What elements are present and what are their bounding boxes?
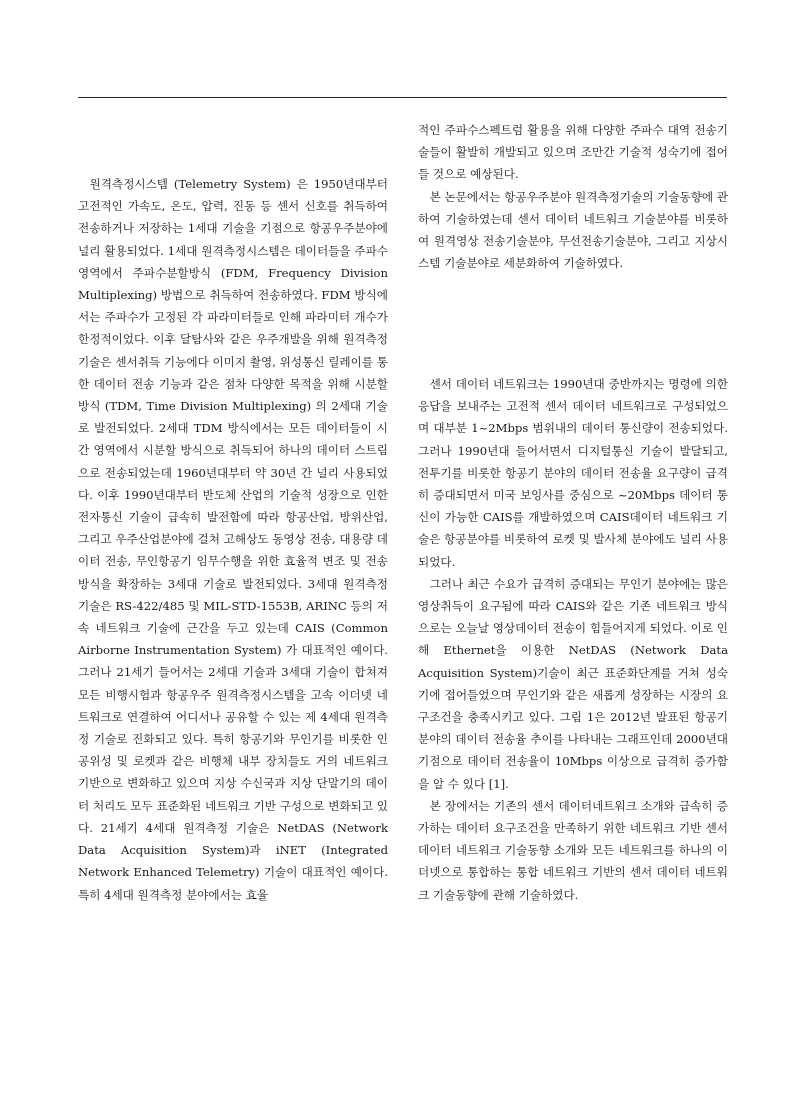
left-column xyxy=(78,173,388,906)
right-column-top xyxy=(418,119,728,274)
paragraph: 본 논문에서는 항공우주분야 원격측정기술의 기술동향에 관하여 기술하였는데 센서 데이터 네트워크 기술분야를 비롯하여 원격영상 전송기술분야, 무선전송기술분야, 그리고 지상시스템 기술분야로 세분화하여 기술하였다. xyxy=(418,189,729,271)
paragraph: 센서 데이터 네트워크는 1990년대 중반까지는 명령에 의한 응답을 보내주는 고전적 센서 데이터 네트워크로 구성되었으며 대부분 1~2Mbps 범위내의 데이터 통신량이 전송되었다. 그러나 1990년대 들어서면서 디지털통신 기술이 발달되고, 전투기를 비롯한 항공기 분야의 데이터 전송율 요구량이 급격히 증대되면서 미국 보잉사를 중심으로 ~20Mbps 데이터 통신이 가능한 CAIS를 개발하였으며 CAIS데이터 네트워크 기술은 항공분야를 비롯하여 로켓 및 발사체 분야에도 널리 사용되었다. xyxy=(418,377,728,569)
paragraph: 본 장에서는 기존의 센서 데이터네트워크 소개와 급속히 증가하는 데이터 요구조건을 만족하기 위한 네트워크 기반 센서 데이터 네트워크 기술동향 소개와 모든 네트워크를 하나의 이더넷으로 통합하는 통합 네트워크 기반의 센서 데이터 네트워크 기술동향에 관해 기술하였다. xyxy=(418,798,728,902)
header-rule xyxy=(78,97,727,98)
paragraph: 원격측정시스템 (Telemetry System) 은 1950년대부터 고전적인 가속도, 온도, 압력, 진동 등 센서 신호를 취득하여 전송하거나 저장하는 1세대 기술을 기점으로 항공우주분야에 널리 활용되었다. 1세대 원격측정시스템은 데이터들을 주파수 영역에서 주파수분할방식 (FDM, Frequency Division Multiplexing) 방법으로 취득하여 전송하였다. FDM 방식에서는 주파수가 고정된 각 파라미터들로 인해 파라미터 개수가 한정적이었다. 이후 달탐사와 같은 우주개발을 위해 원격측정기술은 센서취득 기능에다 이미지 촬영, 위성통신 릴레이를 통한 데이터 전송 기능과 같은 점차 다양한 목적을 위해 시분할 방식 (TDM, Time Division Multiplexing) 의 2세대 기술로 발전되었다. 2세대 TDM 방식에서는 모든 데이터들이 시간 영역에서 시분할 방식으로 취득되어 하나의 데이터 스트림으로 전송되었는데 1960년대부터 약 30년 간 널리 사용되었다. 이후 1990년대부터 반도체 산업의 기술적 성장으로 인한 전자통신 기술이 급속히 발전함에 따라 항공산업, 방위산업, 그리고 우주산업분야에 걸쳐 고해상도 동영상 전송, 대용량 데이터 전송, 무인항공기 임무수행을 위한 효율적 변조 및 전송방식을 확장하는 3세대 기술로 발전되었다. 3세대 원격측정 기술은 RS-422/485 및 MIL-STD-1553B, ARINC 등의 저속 네트워크 기술에 근간을 두고 있는데 CAIS (Common Airborne Instrumentation System) 가 대표적인 예이다. 그러나 21세기 들어서는 2세대 기술과 3세대 기술이 합쳐져 모든 비행시험과 항공우주 원격측정시스템을 고속 이더넷 네트워크로 연결하여 어디서나 공유할 수 있는 제 4세대 원격측정 기술로 진화되고 있다. 특히 항공기와 무인기를 비롯한 인공위성 및 로켓과 같은 비행체 내부 장치들도 거의 네트워크 기반으로 변화하고 있으며 지상 수신국과 지상 단말기의 데이터 처리도 모두 표준화된 네트워크 기반 구성으로 변화되고 있다. 21세기 4세대 원격측정 기술은 NetDAS (Network Data Acquisition System)과 iNET (Integrated Network Enhanced Telemetry) 기술이 대표적인 예이다. 특히 4세대 원격측정 분야에서는 효율 xyxy=(78,177,388,902)
paragraph: 적인 주파수스펙트럼 활용을 위해 다양한 주파수 대역 전송기술들이 활발히 개발되고 있으며 조만간 기술적 성숙기에 접어 들 것으로 예상된다. xyxy=(418,123,728,182)
paragraph: 그러나 최근 수요가 급격히 증대되는 무인기 분야에는 많은 영상취득이 요구됨에 따라 CAIS와 같은 기존 네트워크 방식으로는 오늘날 영상데이터 전송이 힘들어지게 되었다. 이로 인해 Ethernet을 이용한 NetDAS (Network Data Acquisition System)기술이 최근 표준화단계를 거쳐 성숙기에 접어들었으며 무인기와 같은 새롭게 성장하는 시장의 요구조건을 충족시키고 있다. 그림 1은 2012년 발표된 항공기 분야의 데이터 전송율 추이를 나타내는 그래프인데 2000년대 기점으로 데이터 전송율이 10Mbps 이상으로 급격히 증가함을 알 수 있다 [1]. xyxy=(418,576,728,791)
right-column-bottom xyxy=(418,373,728,906)
